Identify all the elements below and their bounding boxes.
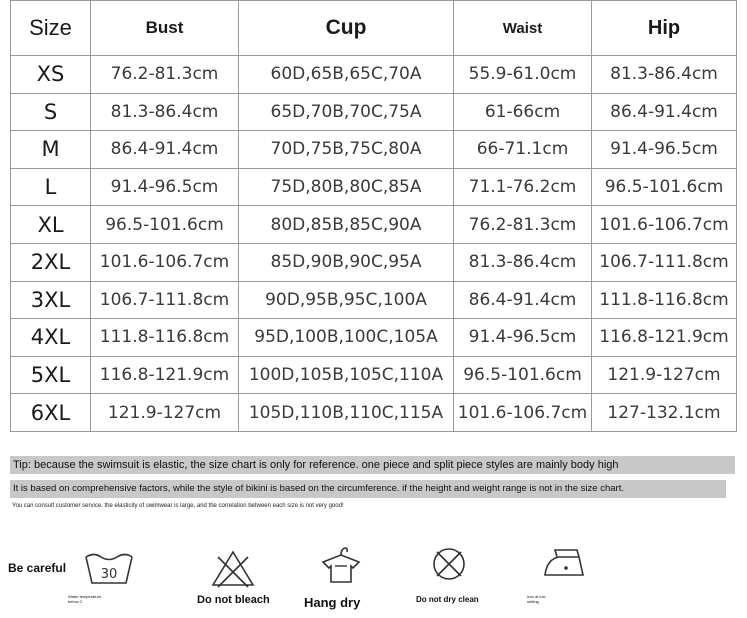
cup-cell: 70D,75B,75C,80A [239,131,454,169]
waist-cell: 61-66cm [454,93,592,131]
size-row [11,394,737,432]
hip-cell: 96.5-101.6cm [592,168,737,206]
size-cell: 5XL [11,356,91,394]
size-cell: M [11,131,91,169]
cup-cell: 75D,80B,80C,85A [239,168,454,206]
hip-cell: 91.4-96.5cm [592,131,737,169]
size-row [11,356,737,394]
size-cell: L [11,168,91,206]
size-cell: 4XL [11,319,91,357]
iron-note: Iron at low setting [527,594,546,604]
wash-temp: 30 [100,567,118,582]
header-hip: Hip [592,1,737,56]
header-size: Size [11,1,91,56]
hip-cell: 127-132.1cm [592,394,737,432]
bust-cell: 96.5-101.6cm [91,206,239,244]
hip-cell: 86.4-91.4cm [592,93,737,131]
bust-cell: 101.6-106.7cm [91,243,239,281]
size-row [11,319,737,357]
bust-cell: 91.4-96.5cm [91,168,239,206]
bust-cell: 106.7-111.8cm [91,281,239,319]
size-row [11,168,737,206]
size-row [11,281,737,319]
bust-cell: 121.9-127cm [91,394,239,432]
bust-cell: 111.8-116.8cm [91,319,239,357]
waist-cell: 71.1-76.2cm [454,168,592,206]
hip-cell: 121.9-127cm [592,356,737,394]
circumference-note: It is based on comprehensive factors, while the style of bikini is based on the circumference. if the height and weight range is not in the size chart. [10,480,726,498]
header-cup: Cup [239,1,454,56]
header-row [11,1,737,56]
bust-cell: 76.2-81.3cm [91,56,239,94]
size-cell: 2XL [11,243,91,281]
waist-cell: 86.4-91.4cm [454,281,592,319]
waist-cell: 101.6-106.7cm [454,394,592,432]
hip-cell: 81.3-86.4cm [592,56,737,94]
do-not-dry-clean-icon [431,546,467,582]
cup-cell: 95D,100B,100C,105A [239,319,454,357]
care-title: Be careful [8,561,67,575]
cup-cell: 60D,65B,65C,70A [239,56,454,94]
waist-cell: 66-71.1cm [454,131,592,169]
size-cell: XL [11,206,91,244]
size-row [11,243,737,281]
cup-cell: 100D,105B,105C,110A [239,356,454,394]
bust-cell: 116.8-121.9cm [91,356,239,394]
header-bust: Bust [91,1,239,56]
cup-cell: 65D,70B,70C,75A [239,93,454,131]
size-chart-table [10,0,737,432]
water-temp-note: Water temperature below C [68,594,102,604]
waist-cell: 96.5-101.6cm [454,356,592,394]
waist-cell: 91.4-96.5cm [454,319,592,357]
tip-note: Tip: because the swimsuit is elastic, the size chart is only for reference. one piece and split piece styles are mainly body high [10,456,735,474]
do-not-dry-clean-label: Do not dry clean [416,595,479,604]
waist-cell: 76.2-81.3cm [454,206,592,244]
hang-dry-icon [319,542,363,586]
iron-icon [541,545,587,581]
size-row [11,131,737,169]
hip-cell: 116.8-121.9cm [592,319,737,357]
bust-cell: 81.3-86.4cm [91,93,239,131]
hang-dry-label: Hang dry [304,595,361,610]
do-not-bleach-icon [210,549,256,589]
waist-cell: 81.3-86.4cm [454,243,592,281]
waist-cell: 55.9-61.0cm [454,56,592,94]
cup-cell: 80D,85B,85C,90A [239,206,454,244]
size-cell: XS [11,56,91,94]
hip-cell: 106.7-111.8cm [592,243,737,281]
header-waist: Waist [454,1,592,56]
hip-cell: 111.8-116.8cm [592,281,737,319]
size-row [11,206,737,244]
size-cell: S [11,93,91,131]
size-row [11,56,737,94]
do-not-bleach-label: Do not bleach [197,594,270,606]
size-row [11,93,737,131]
size-cell: 3XL [11,281,91,319]
cup-cell: 90D,95B,95C,100A [239,281,454,319]
hip-cell: 101.6-106.7cm [592,206,737,244]
customer-service-note: You can consult customer service. the elasticity of swimwear is large, and the correlation between each size is not very good! [12,503,344,509]
wash-30-icon [83,549,135,589]
cup-cell: 105D,110B,110C,115A [239,394,454,432]
cup-cell: 85D,90B,90C,95A [239,243,454,281]
bust-cell: 86.4-91.4cm [91,131,239,169]
size-cell: 6XL [11,394,91,432]
